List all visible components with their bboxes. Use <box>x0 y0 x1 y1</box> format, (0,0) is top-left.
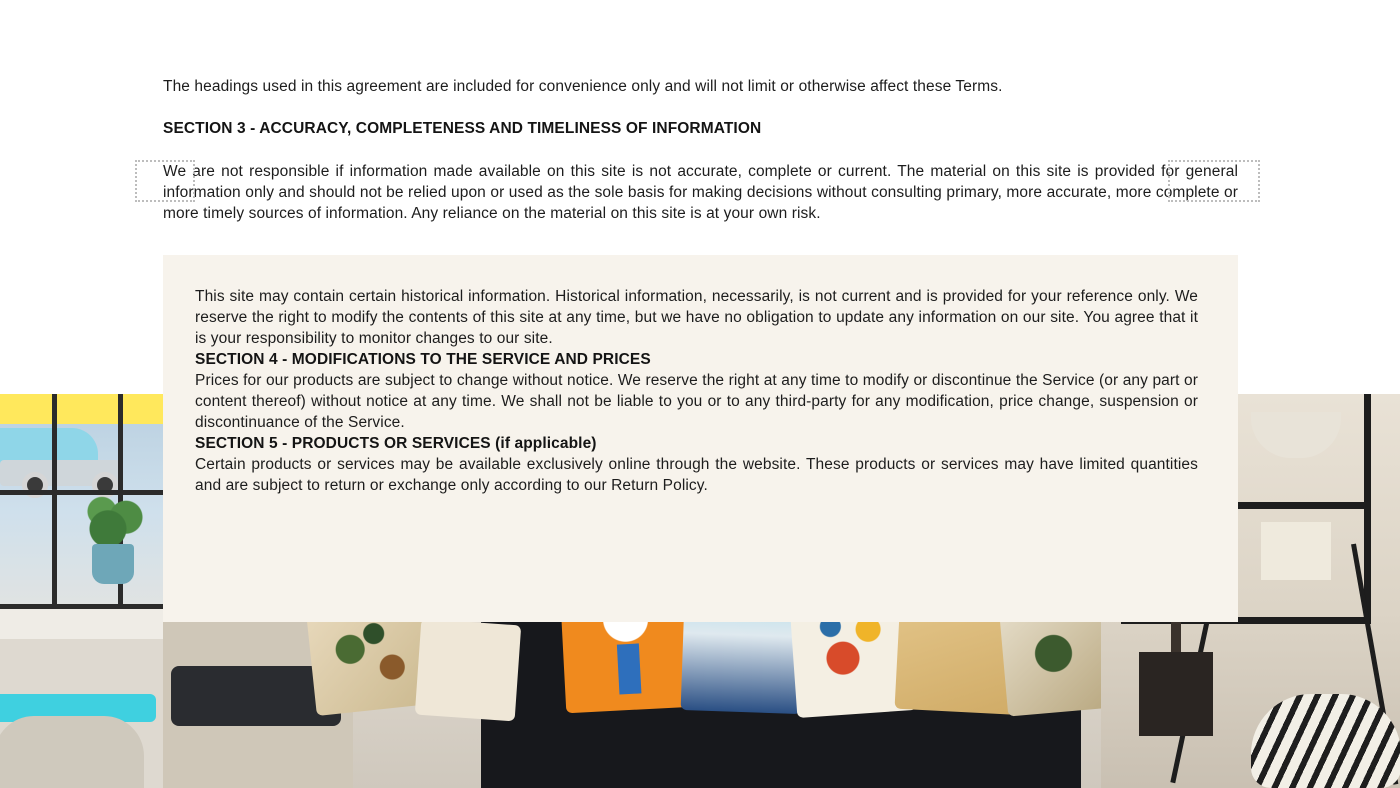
section-4-paragraph-1: Prices for our products are subject to change without notice. We reserve the right at any time to modify or discontinue the Service (or any part or content thereof) without notice at any time. We shall not be liable to you or to any third-party for any modification, price change, suspension or discontinuance of the Service. <box>195 372 1198 431</box>
window-mullion <box>52 394 57 609</box>
section-heading-4: SECTION 4 - MODIFICATIONS TO THE SERVICE AND PRICES <box>195 351 651 368</box>
cushion-cream <box>415 619 521 722</box>
card-content <box>195 286 1198 496</box>
book-shape <box>1261 522 1331 580</box>
photo-segment-balcony <box>0 394 163 788</box>
highlighted-content-card <box>163 255 1238 622</box>
section-heading-5: SECTION 5 - PRODUCTS OR SERVICES (if applicable) <box>195 435 597 452</box>
window-sill <box>0 609 163 639</box>
striped-basket-shape <box>1251 694 1400 788</box>
section-3-paragraph-2: This site may contain certain historical information. Historical information, necessarily, is not current and is provided for your reference only. We reserve the right to modify the contents of this site at any time, but we have no obligation to update any information on our site. You agree that it is your responsibility to monitor changes to our site. <box>195 288 1198 347</box>
section-heading-3: SECTION 3 - ACCURACY, COMPLETENESS AND TIMELINESS OF INFORMATION <box>163 120 762 137</box>
plant-pot-shape <box>92 544 134 584</box>
lamp-base-shape <box>1139 652 1213 736</box>
sky-shape <box>0 394 163 424</box>
section-3-paragraph-1: We are not responsible if information made available on this site is not accurate, complete or current. The material on this site is provided for general information only and should not be relied upon or used as the sole basis for making decisions without consulting primary, more accurate, more complete or more timely sources of information. Any reliance on the material on this site is at your own risk. <box>163 163 1238 222</box>
section-5-paragraph-1: Certain products or services may be available exclusively online through the website. These products or services may have limited quantities and are subject to return or exchange only according to our Return Policy. <box>195 456 1198 494</box>
patio-chair-shape <box>0 716 144 788</box>
intro-paragraph: The headings used in this agreement are included for convenience only and will not limit or otherwise affect these Terms. <box>163 78 1003 95</box>
